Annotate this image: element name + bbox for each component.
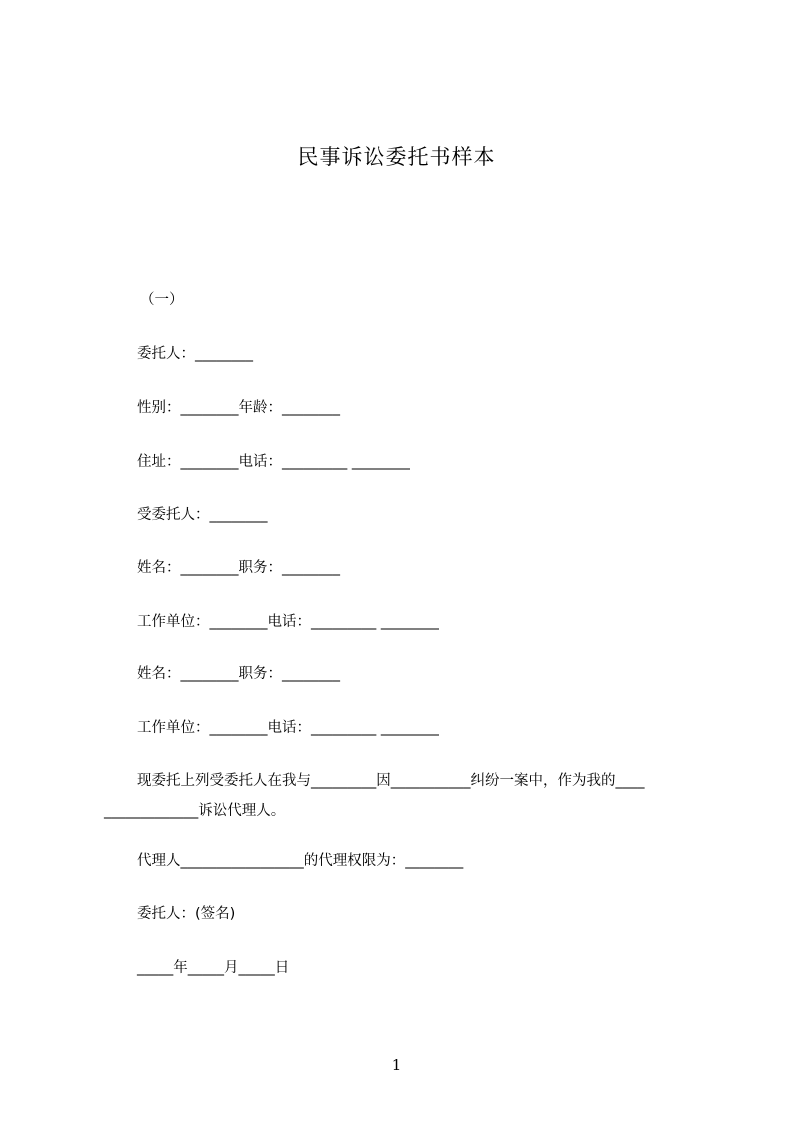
document-title: 民事诉讼委托书样本: [297, 145, 496, 169]
name-position-line-1: 姓名：________职务：________: [137, 560, 340, 576]
gender-age-line: 性别：________年龄：________: [137, 400, 340, 416]
section-marker: （一）: [140, 292, 184, 308]
signature-line: 委托人：(签名): [137, 906, 236, 922]
workplace-phone-line-1: 工作单位：________电话：_________ ________: [137, 614, 439, 630]
agent-line: 受委托人：________: [137, 507, 268, 523]
name-position-line-2: 姓名：________职务：________: [137, 666, 340, 682]
date-line: _____年_____月_____日: [137, 960, 290, 976]
entrust-statement-line-2: _____________诉讼代理人。: [104, 803, 286, 819]
address-phone-line: 住址：________电话：_________ ________: [137, 454, 410, 470]
entrust-statement-line-1: 现委托上列受委托人在我与_________因___________纠纷一案中，作为我的____: [137, 773, 645, 789]
workplace-phone-line-2: 工作单位：________电话：_________ ________: [137, 720, 439, 736]
client-line: 委托人：________: [137, 346, 253, 362]
page-number: 1: [391, 1056, 402, 1074]
agency-scope-line: 代理人_________________的代理权限为：________: [137, 853, 464, 869]
